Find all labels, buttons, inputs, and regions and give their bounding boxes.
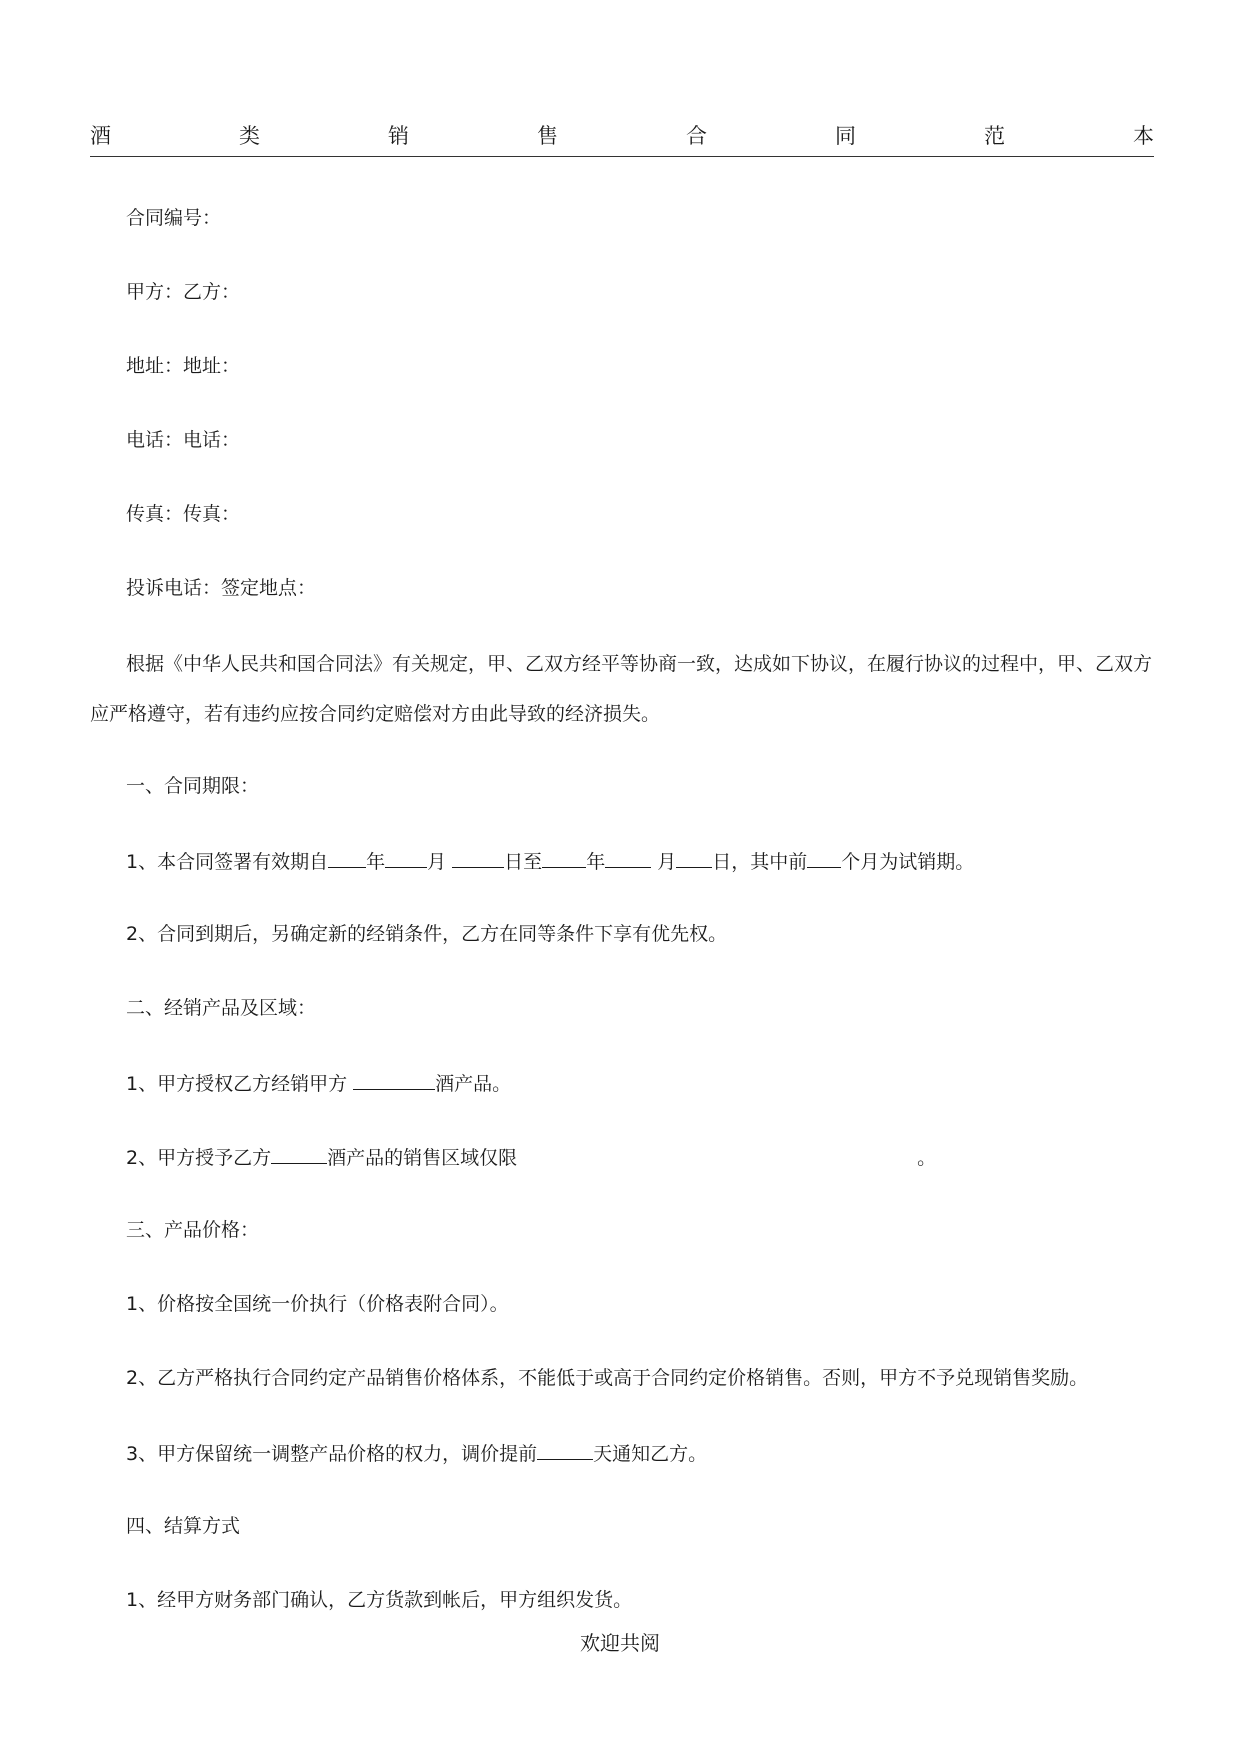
fill-blank <box>452 847 504 868</box>
fill-blank <box>605 847 651 868</box>
fill-blank <box>542 847 586 868</box>
fax-line: 传真：传真： <box>126 503 241 525</box>
section-1-item-2: 2、合同到期后，另确定新的经销条件，乙方在同等条件下享有优先权。 <box>126 923 728 945</box>
section-2-item-2 <box>126 1143 936 1171</box>
fill-blank <box>807 847 841 868</box>
text-part: 日至 <box>504 851 543 873</box>
title-char: 类 <box>239 124 260 148</box>
section-3-title: 三、产品价格： <box>126 1219 260 1241</box>
section-3-item-2: 2、乙方严格执行合同约定产品销售价格体系，不能低于或高于合同约定价格销售。否则，甲方不予兑现销售奖励。 <box>126 1367 1089 1389</box>
preamble-paragraph: 根据《中华人民共和国合同法》有关规定，甲、乙双方经平等协商一致，达成如下协议，在履行协议的过程中，甲、乙双方应严格遵守，若有违约应按合同约定赔偿对方由此导致的经济损失。 <box>90 653 1153 725</box>
fill-blank <box>537 1439 593 1460</box>
text-part: 天通知乙方。 <box>593 1443 708 1465</box>
section-4-item-1: 1、经甲方财务部门确认，乙方货款到帐后，甲方组织发货。 <box>126 1589 633 1611</box>
section-2-title: 二、经销产品及区域： <box>126 997 317 1019</box>
text-part: 月 <box>657 851 677 873</box>
text-part: 酒产品。 <box>435 1073 512 1095</box>
complaint-place-line: 投诉电话：签定地点： <box>126 577 317 599</box>
section-3-item-3 <box>126 1439 707 1467</box>
section-2-item-1 <box>126 1069 511 1097</box>
fill-blank <box>676 847 712 868</box>
fill-blank <box>271 1143 327 1164</box>
fill-blank <box>328 847 366 868</box>
title-char: 本 <box>1133 124 1154 148</box>
title-char: 合 <box>686 124 707 148</box>
contract-number-line: 合同编号： <box>126 207 222 229</box>
section-1-title: 一、合同期限： <box>126 775 260 797</box>
phone-line: 电话：电话： <box>126 429 241 451</box>
text-part: 年 <box>366 851 386 873</box>
document-title <box>90 122 1154 157</box>
text-part: 2、甲方授予乙方 <box>126 1147 272 1169</box>
fill-blank <box>353 1069 435 1090</box>
text-part: 3、甲方保留统一调整产品价格的权力，调价提前 <box>126 1443 538 1465</box>
section-3-item-1: 1、价格按全国统一价执行（价格表附合同）。 <box>126 1293 509 1315</box>
parties-line: 甲方：乙方： <box>126 281 241 303</box>
text-part: 年 <box>586 851 606 873</box>
text-part: 日，其中前 <box>712 851 808 873</box>
fill-blank <box>385 847 427 868</box>
title-char: 范 <box>984 124 1005 148</box>
address-line: 地址：地址： <box>126 355 241 377</box>
text-part: 。 <box>917 1147 937 1169</box>
title-char: 销 <box>388 124 409 148</box>
section-4-title: 四、结算方式 <box>126 1515 241 1537</box>
title-char: 同 <box>835 124 856 148</box>
text-part: 1、甲方授权乙方经销甲方 <box>126 1073 348 1095</box>
title-char: 售 <box>537 124 558 148</box>
text-part: 月 <box>427 851 447 873</box>
text-part: 1、本合同签署有效期自 <box>126 851 329 873</box>
title-char: 酒 <box>90 124 111 148</box>
section-1-item-1 <box>126 847 974 875</box>
text-part: 个月为试销期。 <box>841 851 975 873</box>
text-part: 酒产品的销售区域仅限 <box>327 1147 518 1169</box>
page-footer: 欢迎共阅 <box>580 1631 660 1655</box>
